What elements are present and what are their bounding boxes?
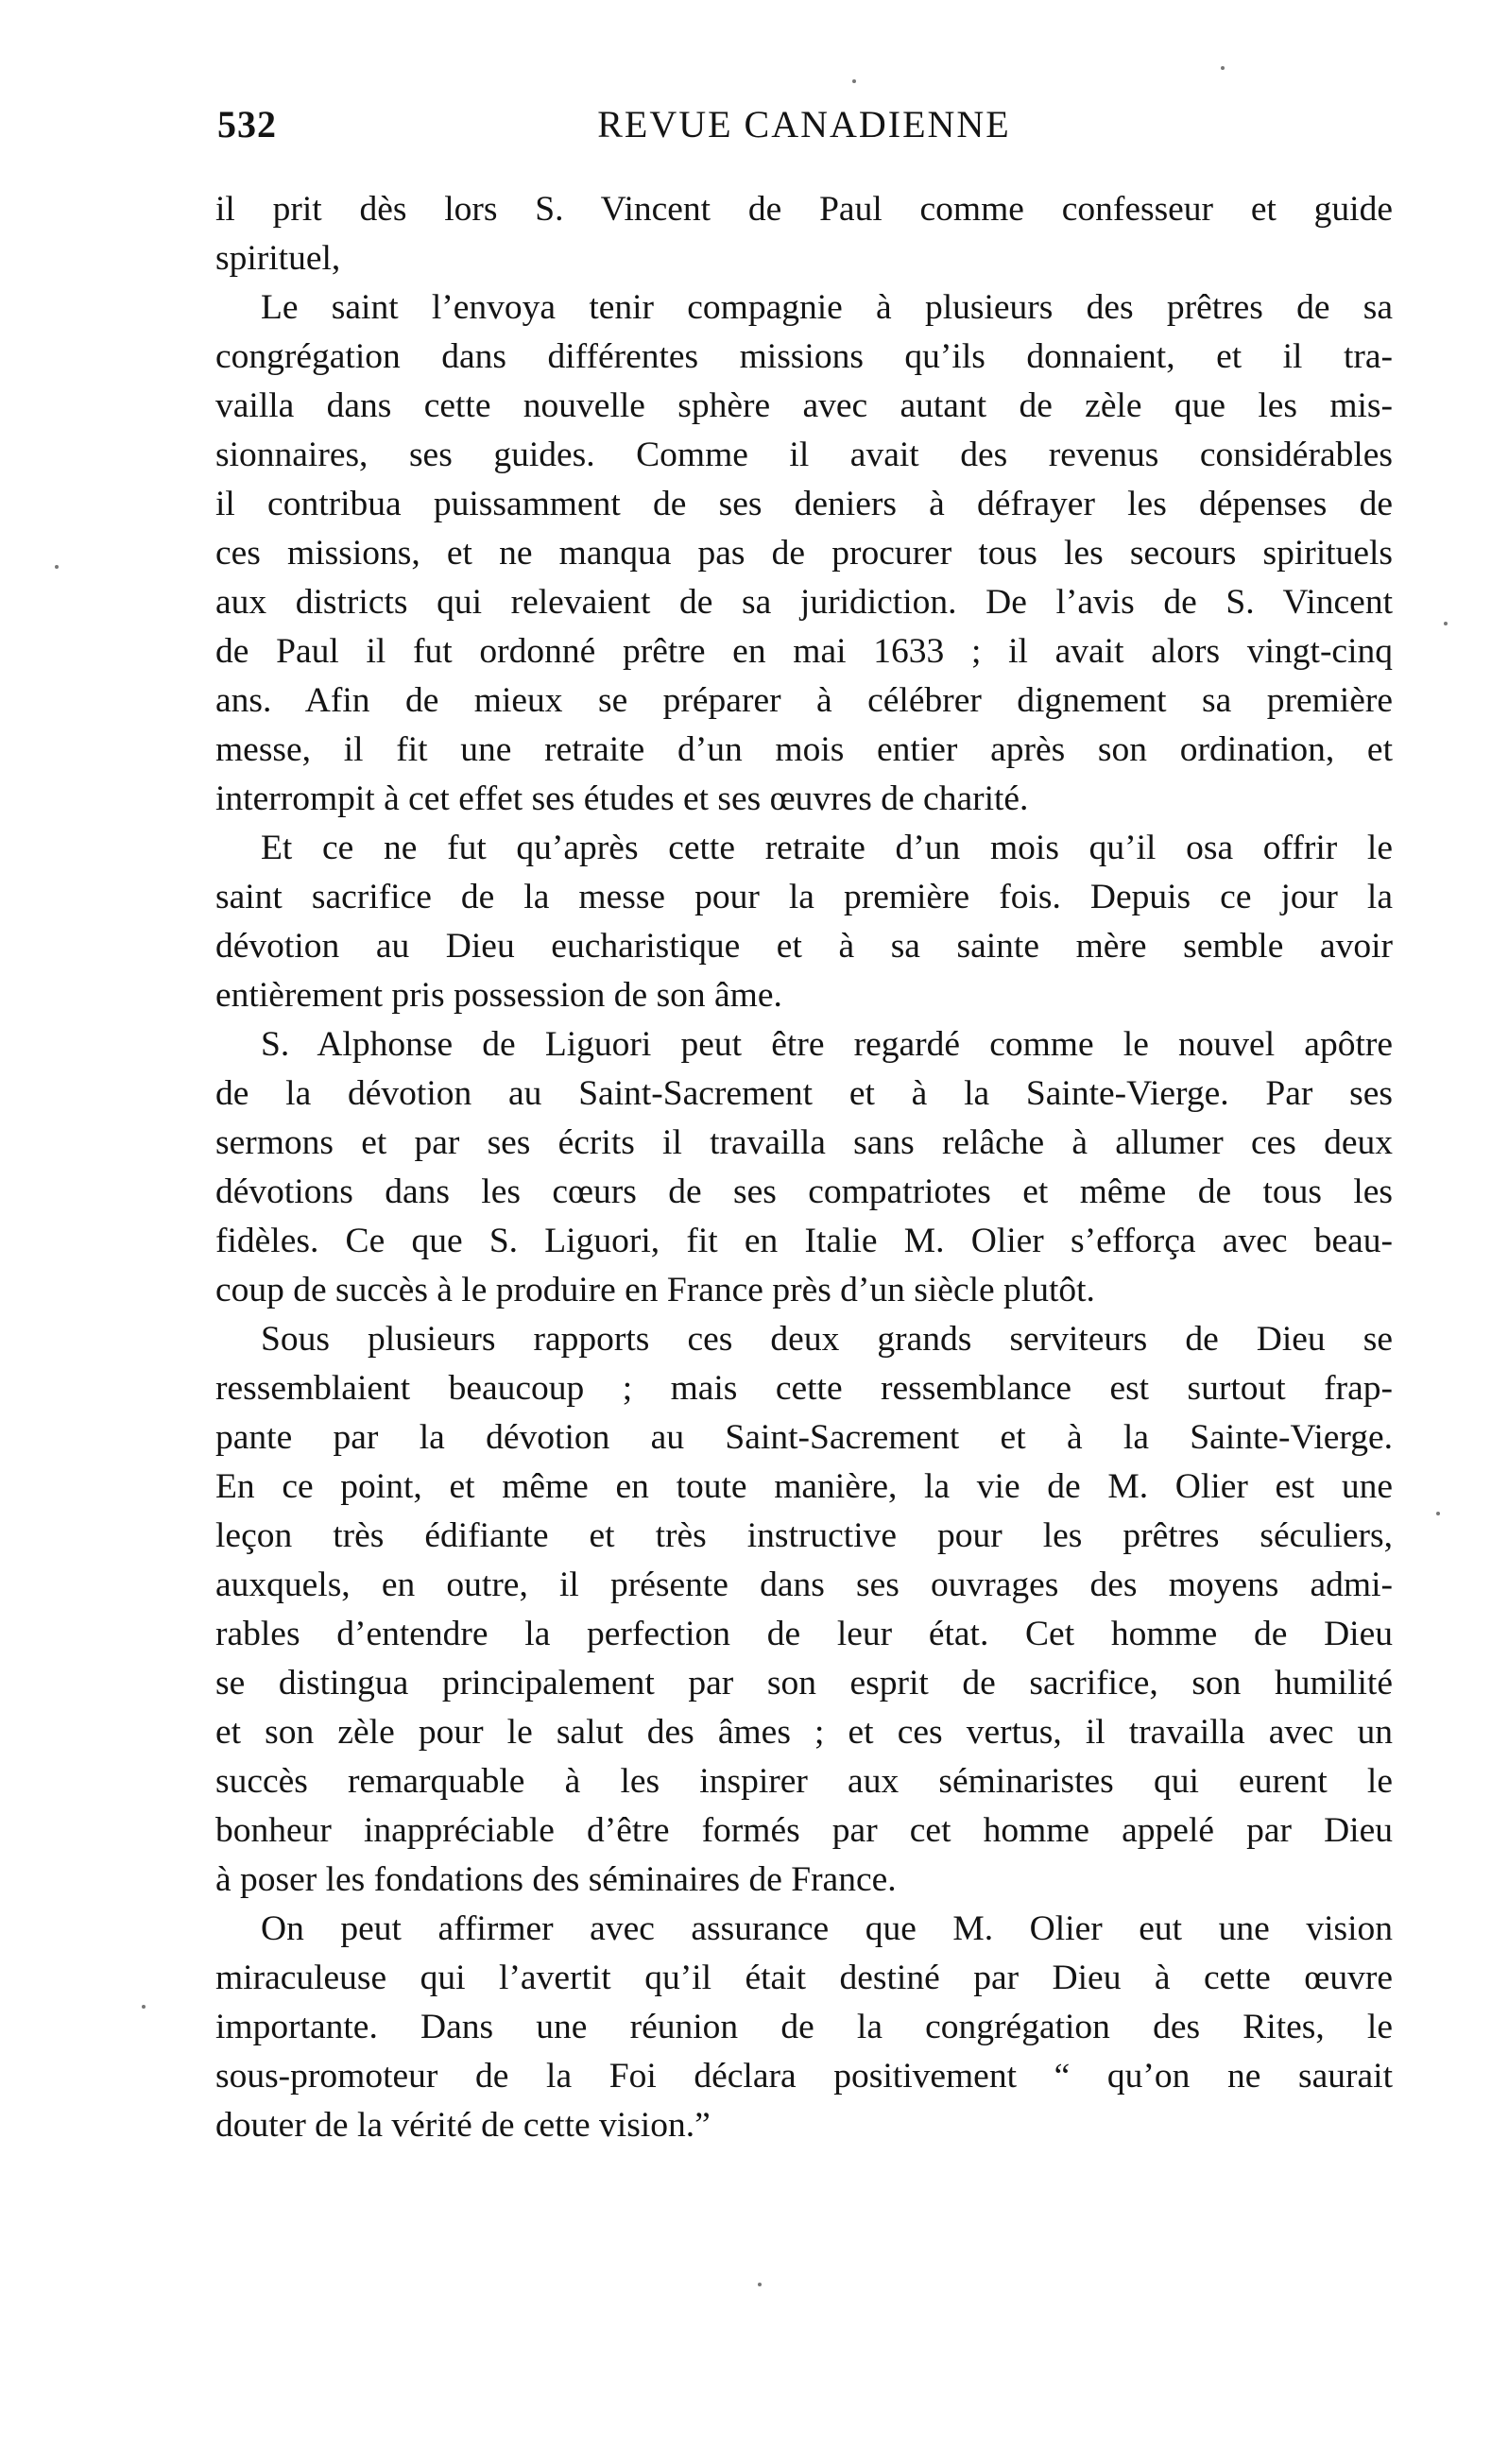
text-line: bonheur inappréciable d’être formés par cet homme appelé par Dieu [215,1811,1393,1850]
text-line: En ce point, et même en toute manière, la vie de M. Olier est une [215,1467,1393,1506]
text-line: il contribua puissamment de ses deniers à défrayer les dépenses de [215,485,1393,523]
paragraph-first-line: Et ce ne fut qu’après cette retraite d’un mois qu’il osa offrir le [261,829,1393,867]
paragraph-first-line: S. Alphonse de Liguori peut être regardé comme le nouvel apôtre [261,1025,1393,1064]
scan-speck [852,79,856,83]
text-line: aux districts qui relevaient de sa juridiction. De l’avis de S. Vincent [215,583,1393,622]
text-line: saint sacrifice de la messe pour la première fois. Depuis ce jour la [215,878,1393,916]
text-line: congrégation dans différentes missions qu’ils donnaient, et il tra- [215,337,1393,376]
text-line: pante par la dévotion au Saint-Sacrement et à la Sainte-Vierge. [215,1418,1393,1457]
text-line: il prit dès lors S. Vincent de Paul comme confesseur et guide [215,190,1393,229]
text-line: ces missions, et ne manqua pas de procurer tous les secours spirituels [215,534,1393,573]
text-line: à poser les fondations des séminaires de France. [215,1860,897,1899]
text-line: sionnaires, ses guides. Comme il avait des revenus considérables [215,436,1393,474]
scan-speck [758,2283,762,2286]
text-line: dévotions dans les cœurs de ses compatriotes et même de tous les [215,1172,1393,1211]
text-line: de Paul il fut ordonné prêtre en mai 1633 ; il avait alors vingt-cinq [215,632,1393,671]
text-line: succès remarquable à les inspirer aux séminaristes qui eurent le [215,1762,1393,1801]
text-line: de la dévotion au Saint-Sacrement et à la Sainte-Vierge. Par ses [215,1074,1393,1113]
text-line: rables d’entendre la perfection de leur état. Cet homme de Dieu [215,1615,1393,1653]
text-line: messe, il fit une retraite d’un mois entier après son ordination, et [215,730,1393,769]
page-number: 532 [217,103,277,145]
text-line: douter de la vérité de cette vision.” [215,2106,711,2145]
scan-speck [1221,66,1225,70]
text-line: importante. Dans une réunion de la congrégation des Rites, le [215,2008,1393,2046]
scan-speck [142,2005,146,2009]
paragraph-first-line: Sous plusieurs rapports ces deux grands serviteurs de Dieu se [261,1320,1393,1359]
text-line: dévotion au Dieu eucharistique et à sa sainte mère semble avoir [215,927,1393,966]
text-line: spirituel, [215,239,341,278]
text-line: miraculeuse qui l’avertit qu’il était destiné par Dieu à cette œuvre [215,1959,1393,1997]
text-line: et son zèle pour le salut des âmes ; et ces vertus, il travailla avec un [215,1713,1393,1752]
paragraph-first-line: Le saint l’envoya tenir compagnie à plusieurs des prêtres de sa [261,288,1393,327]
text-line: coup de succès à le produire en France près d’un siècle plutôt. [215,1271,1095,1309]
text-line: interrompit à cet effet ses études et ses œuvres de charité. [215,779,1029,818]
body-text [215,185,1393,2150]
text-line: auxquels, en outre, il présente dans ses ouvrages des moyens admi- [215,1566,1393,1604]
paragraph-first-line: On peut affirmer avec assurance que M. Olier eut une vision [261,1909,1393,1948]
scan-speck [1436,1512,1440,1515]
scan-speck [1444,622,1448,625]
text-line: leçon très édifiante et très instructive pour les prêtres séculiers, [215,1516,1393,1555]
text-line: ans. Afin de mieux se préparer à célébrer dignement sa première [215,681,1393,720]
text-line: sermons et par ses écrits il travailla sans relâche à allumer ces deux [215,1123,1393,1162]
text-line: fidèles. Ce que S. Liguori, fit en Italie M. Olier s’efforça avec beau- [215,1222,1393,1260]
text-line: sous-promoteur de la Foi déclara positivement “ qu’on ne saurait [215,2057,1393,2096]
scan-speck [55,565,59,569]
text-line: vailla dans cette nouvelle sphère avec autant de zèle que les mis- [215,386,1393,425]
running-head [217,102,1391,159]
text-line: se distingua principalement par son esprit de sacrifice, son humilité [215,1664,1393,1703]
journal-title: REVUE CANADIENNE [597,103,1011,145]
text-line: entièrement pris possession de son âme. [215,976,782,1015]
text-line: ressemblaient beaucoup ; mais cette ressemblance est surtout frap- [215,1369,1393,1408]
